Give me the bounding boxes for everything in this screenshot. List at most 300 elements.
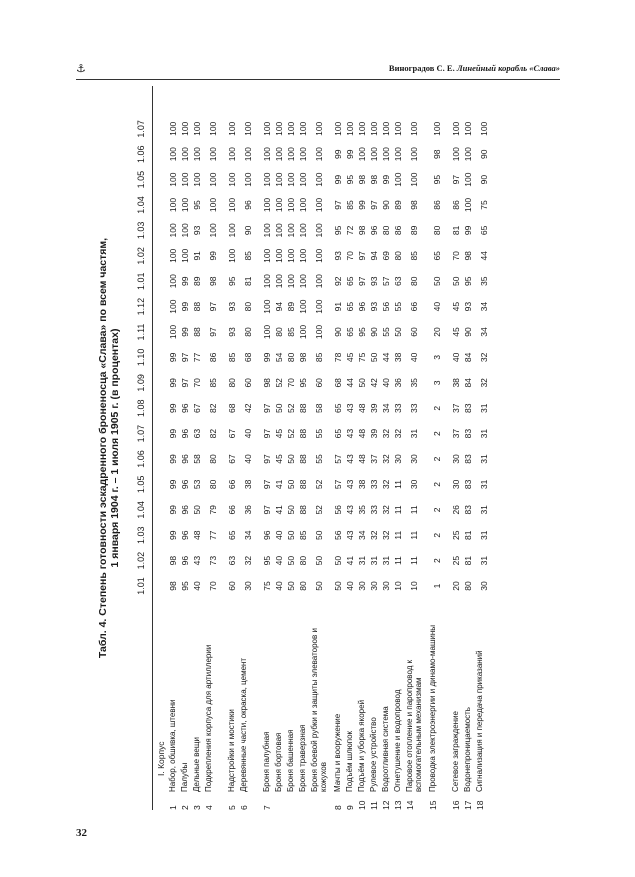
row-number: 12 (381, 800, 391, 810)
row-label: Водоотливная система (381, 706, 390, 792)
table-cell: 97 (357, 251, 367, 261)
table-cell: 30 (357, 581, 367, 591)
table-cell: 96 (180, 555, 190, 566)
row-number: 1 (168, 805, 178, 810)
table-cell: 95 (333, 225, 343, 236)
table-row (273, 86, 285, 810)
table-cell: 45 (274, 454, 284, 464)
row-number: 18 (475, 800, 485, 810)
table-cell: 98 (262, 378, 272, 388)
table-cell: 100 (286, 197, 296, 213)
running-title (389, 63, 560, 73)
table-cell: 96 (262, 530, 272, 540)
header-rule-line (152, 86, 153, 810)
row-label: Огнетушение и водопровод (393, 689, 402, 792)
table-cell: 63 (393, 276, 403, 286)
table-cell: 85 (409, 251, 419, 261)
table-cell: 32 (393, 428, 403, 439)
table-cell: 68 (227, 403, 237, 413)
table-cell: 70 (345, 251, 355, 261)
table-cell: 30 (393, 454, 403, 464)
table-cell: 43 (192, 555, 202, 566)
table-row (179, 86, 191, 810)
table-cell: 75 (479, 200, 489, 210)
table-cell: 100 (393, 121, 403, 136)
table-row (356, 86, 368, 810)
table-cell: 26 (451, 505, 461, 515)
row-label: Деревянные части, окраска, цемент (239, 657, 248, 792)
table-cell: 93 (227, 301, 237, 312)
table-cell: 100 (208, 121, 218, 136)
table-cell: 100 (180, 248, 190, 263)
table-cell: 30 (409, 454, 419, 464)
table-cell: 85 (227, 352, 237, 363)
author-name: Виноградов С. Е. (388, 63, 455, 73)
table-cell: 80 (208, 479, 218, 490)
table-cell: 31 (357, 555, 367, 566)
table-cell: 100 (314, 248, 324, 263)
table-cell: 33 (369, 479, 379, 490)
table-cell: 38 (393, 352, 403, 363)
table-row (462, 86, 474, 810)
table-cell: 94 (369, 251, 379, 261)
row-number: 13 (393, 800, 403, 810)
table-cell: 100 (393, 172, 403, 187)
anchor-icon: ⚓ (76, 62, 86, 75)
table-cell: 32 (381, 428, 391, 439)
table-cell: 45 (451, 301, 461, 312)
table-cell: 45 (345, 352, 355, 363)
table-cell: 97 (451, 174, 461, 185)
table-cell: 50 (393, 327, 403, 337)
table-cell: 31 (381, 555, 391, 566)
table-cell: 98 (168, 555, 178, 566)
row-label: Броня боевой рубки и защиты элеваторов и кожухов (310, 628, 328, 792)
table-cell: 91 (333, 301, 343, 312)
table-cell: 35 (409, 378, 419, 388)
table-cell: 97 (262, 479, 272, 490)
table-cell: 48 (192, 530, 202, 540)
table-cell: 97 (208, 327, 218, 337)
book-title: Линейный корабль «Слава» (456, 63, 560, 73)
table-cell: 50 (314, 530, 324, 540)
table-cell: 10 (409, 581, 419, 591)
table-cell: 50 (357, 378, 367, 388)
table-cell: 97 (180, 352, 190, 363)
table-cell: 31 (479, 505, 489, 515)
table-cell: 100 (262, 324, 272, 340)
table-cell: 96 (243, 200, 253, 210)
row-label: Подъём шлюпок (345, 730, 354, 792)
table-cell: 42 (369, 378, 379, 388)
table-cell: 96 (180, 479, 190, 490)
table-cell: 90 (243, 225, 253, 236)
table-cell: 100 (298, 299, 308, 314)
table-cell: 10 (393, 581, 403, 591)
table-cell: 98 (168, 581, 178, 591)
table-cell: 99 (208, 251, 218, 261)
table-cell: 60 (314, 378, 324, 388)
table-cell: 100 (192, 121, 202, 136)
table-cell: 100 (274, 223, 284, 238)
table-cell: 93 (463, 301, 473, 312)
table-cell: 40 (274, 555, 284, 566)
column-header: 1.04 (136, 501, 146, 519)
table-cell: 48 (357, 428, 367, 439)
table-cell: 31 (479, 555, 489, 566)
table-cell: 100 (298, 324, 308, 340)
table-cell: 68 (243, 352, 253, 363)
table-cell: 94 (274, 301, 284, 312)
table-cell: 80 (393, 251, 403, 261)
table-cell: 40 (451, 352, 461, 363)
table-cell: 96 (180, 454, 190, 464)
table-cell: 97 (262, 505, 272, 515)
column-header: 1.01 (136, 272, 146, 290)
row-label: Рулевое устройство (369, 717, 378, 792)
table-cell: 67 (227, 454, 237, 464)
table-cell: 88 (298, 428, 308, 439)
table-cell: 100 (333, 121, 343, 136)
table-cell: 60 (227, 581, 237, 591)
table-cell: 100 (314, 147, 324, 162)
table-cell: 58 (192, 454, 202, 464)
row-label: Подъём и уборка якорей (357, 699, 366, 792)
table-cell: 100 (369, 121, 379, 136)
table-cell: 34 (243, 530, 253, 540)
table-row (450, 86, 462, 810)
table-cell: 80 (243, 301, 253, 312)
table-cell: 52 (286, 428, 296, 439)
table-cell: 100 (168, 172, 178, 187)
table-cell: 99 (333, 174, 343, 185)
table-cell: 35 (479, 276, 489, 286)
table-cell: 100 (168, 274, 178, 289)
running-header (76, 63, 560, 79)
table-cell: 88 (192, 327, 202, 337)
table-cell: 66 (227, 479, 237, 490)
table-cell: 90 (479, 149, 489, 159)
table-cell: 100 (262, 274, 272, 289)
table-cell: 100 (208, 223, 218, 238)
row-number: 8 (333, 805, 343, 810)
table-cell: 95 (192, 200, 202, 210)
table-cell: 80 (208, 454, 218, 464)
table-cell: 65 (333, 403, 343, 413)
table-cell: 43 (345, 428, 355, 439)
table-cell: 90 (333, 327, 343, 337)
table-cell: 31 (369, 555, 379, 566)
table-cell: 40 (274, 581, 284, 591)
table-cell: 100 (314, 121, 324, 136)
table-cell: 50 (333, 581, 343, 591)
table-cell: 100 (369, 147, 379, 162)
table-cell: 75 (357, 352, 367, 363)
table-cell: 43 (345, 403, 355, 413)
table-cell: 2 (432, 482, 442, 487)
table-cell: 50 (286, 555, 296, 566)
table-cell: 100 (298, 172, 308, 187)
table-cell: 86 (432, 200, 442, 210)
table-cell: 100 (298, 121, 308, 136)
table-cell: 97 (180, 378, 190, 388)
table-cell: 30 (369, 581, 379, 591)
table-cell: 48 (357, 403, 367, 413)
table-cell: 32 (479, 378, 489, 388)
table-cell: 2 (432, 558, 442, 563)
table-cell: 83 (463, 403, 473, 413)
column-header: 1.06 (136, 145, 146, 163)
table-cell: 95 (227, 276, 237, 286)
table-cell: 86 (208, 352, 218, 363)
table-cell: 96 (180, 505, 190, 515)
table-cell: 97 (357, 276, 367, 286)
table-cell: 40 (381, 378, 391, 388)
row-label: Набор, обшивка, штевни (168, 699, 177, 792)
table-cell: 99 (262, 352, 272, 363)
table-cell: 100 (192, 147, 202, 162)
table-cell: 50 (286, 530, 296, 540)
table-cell: 89 (409, 225, 419, 236)
table-cell: 55 (393, 301, 403, 312)
table-cell: 100 (409, 172, 419, 187)
table-cell: 90 (463, 327, 473, 337)
table-cell: 88 (298, 454, 308, 464)
table-cell: 100 (262, 197, 272, 213)
table-cell: 63 (192, 428, 202, 439)
column-header: 1.12 (136, 297, 146, 316)
table-cell: 65 (227, 530, 237, 540)
table-cell: 90 (381, 200, 391, 210)
table-cell: 96 (180, 403, 190, 413)
table-cell: 100 (227, 223, 237, 238)
table-cell: 100 (381, 147, 391, 162)
column-header: 1.11 (136, 323, 146, 341)
column-header: 1.07 (136, 424, 146, 443)
table-cell: 100 (451, 121, 461, 136)
row-number: 5 (227, 805, 237, 810)
table-cell: 100 (314, 197, 324, 213)
table-row (380, 86, 392, 810)
table-cell: 40 (192, 581, 202, 591)
table-cell: 84 (463, 352, 473, 363)
table-cell: 56 (333, 530, 343, 540)
table-cell: 69 (381, 251, 391, 261)
table-cell: 85 (243, 251, 253, 261)
table-row (392, 86, 404, 810)
table-row (261, 86, 273, 810)
table-cell: 50 (314, 555, 324, 566)
table-cell: 50 (274, 403, 284, 413)
table-cell: 100 (463, 121, 473, 136)
table-cell: 77 (192, 352, 202, 363)
row-label: Сигнализация и передача приказаний (475, 650, 484, 792)
table-cell: 95 (298, 378, 308, 388)
table-cell: 80 (286, 352, 296, 363)
row-label: Броня бортовая (274, 732, 283, 792)
table-cell: 100 (479, 121, 489, 136)
table-cell: 100 (180, 121, 190, 136)
table-cell: 81 (463, 555, 473, 566)
table-cell: 97 (208, 301, 218, 312)
table-cell: 40 (409, 352, 419, 363)
table-cell: 97 (333, 200, 343, 210)
table-cell: 50 (286, 479, 296, 490)
table-cell: 100 (314, 172, 324, 187)
table-cell: 100 (227, 121, 237, 136)
table-cell: 100 (409, 147, 419, 162)
table-cell: 100 (345, 121, 355, 136)
table-cell: 66 (409, 301, 419, 312)
table-cell: 11 (409, 505, 419, 515)
table-cell: 100 (298, 147, 308, 162)
row-number: 9 (345, 805, 355, 810)
table-cell: 73 (208, 555, 218, 566)
table-cell: 100 (180, 197, 190, 213)
table-row (203, 86, 222, 810)
table-cell: 50 (333, 555, 343, 566)
table-cell: 50 (451, 276, 461, 286)
table-cell: 99 (168, 454, 178, 464)
table-cell: 99 (463, 225, 473, 236)
table-cell: 32 (381, 530, 391, 540)
table-cell: 81 (463, 530, 473, 540)
table-cell: 81 (243, 276, 253, 286)
table-cell: 100 (243, 121, 253, 136)
table-cell: 100 (451, 147, 461, 162)
column-header: 1.07 (136, 120, 146, 138)
row-label: Броня траверзная (298, 724, 307, 792)
table-cell: 30 (451, 454, 461, 464)
table-row (167, 86, 179, 810)
table-cell: 81 (451, 225, 461, 236)
table-cell: 43 (345, 505, 355, 515)
table-cell: 99 (180, 327, 190, 337)
table-cell: 99 (168, 352, 178, 363)
table-cell: 95 (357, 327, 367, 337)
table-cell: 100 (432, 121, 442, 136)
table-cell: 99 (333, 149, 343, 159)
table-cell: 63 (227, 555, 237, 566)
table-cell: 1 (432, 583, 442, 589)
table-cell: 89 (192, 276, 202, 286)
table-cell: 80 (409, 276, 419, 286)
table-cell: 31 (479, 403, 489, 413)
table-cell: 60 (243, 378, 253, 388)
table-cell: 100 (314, 324, 324, 340)
table-cell: 31 (479, 454, 489, 464)
table-cell: 95 (432, 174, 442, 185)
table-cell: 83 (463, 454, 473, 464)
table-cell: 31 (409, 428, 419, 439)
table-cell: 40 (243, 454, 253, 464)
table-cell: 97 (262, 403, 272, 413)
table-cell: 97 (262, 454, 272, 464)
table-cell: 100 (168, 223, 178, 238)
table-cell: 93 (369, 301, 379, 312)
table-cell: 85 (286, 327, 296, 337)
row-number: 11 (369, 801, 379, 810)
table-cell: 67 (192, 403, 202, 413)
table-cell: 65 (345, 276, 355, 286)
table-cell: 32 (479, 352, 489, 363)
table-cell: 42 (243, 403, 253, 413)
table-cell: 44 (479, 251, 489, 261)
table-cell: 95 (463, 276, 473, 286)
table-cell: 41 (274, 479, 284, 490)
table-cell: 34 (357, 530, 367, 540)
row-label: Дельные вещи (192, 737, 201, 792)
table-cell: 45 (451, 327, 461, 337)
table-cell: 95 (345, 174, 355, 185)
table-cell: 93 (227, 327, 237, 337)
table-cell: 100 (168, 299, 178, 314)
table-cell: 70 (208, 581, 218, 591)
table-cell: 39 (369, 403, 379, 413)
table-cell: 96 (369, 225, 379, 236)
row-label: Подкрепления корпуса для артиллерии (204, 644, 213, 792)
row-label: Водонепроницаемость (463, 707, 472, 792)
table-cell: 52 (314, 505, 324, 515)
table-cell: 90 (479, 174, 489, 185)
table-cell: 100 (227, 172, 237, 187)
table-cell: 95 (180, 581, 190, 591)
table-cell: 34 (381, 403, 391, 413)
table-cell: 35 (357, 505, 367, 515)
row-label: Броня башенная (286, 729, 295, 792)
table-row (404, 86, 423, 810)
column-header: 1.03 (136, 221, 146, 240)
table-cell: 36 (393, 378, 403, 388)
caption-line-2: 1 января 1904 г. – 1 июля 1905 г. (в процентах) (108, 328, 121, 568)
table-cell: 11 (393, 556, 403, 566)
table-cell: 100 (357, 147, 367, 162)
table-cell: 100 (463, 197, 473, 213)
table-cell: 100 (381, 121, 391, 136)
table-cell: 57 (333, 479, 343, 490)
table-cell: 100 (274, 248, 284, 263)
table-cell: 89 (286, 301, 296, 312)
section-row (154, 86, 167, 810)
table-cell: 79 (208, 505, 218, 515)
row-label: Проводка электроэнергии и динамо-машины (428, 624, 437, 792)
column-header: 1.05 (136, 170, 146, 189)
table-cell: 80 (381, 225, 391, 236)
table-cell: 100 (274, 197, 284, 213)
table-cell: 90 (369, 327, 379, 337)
section-title: I. Корпус (156, 741, 166, 776)
table-cell: 45 (274, 428, 284, 439)
table-cell: 99 (180, 301, 190, 312)
table-cell: 85 (345, 200, 355, 210)
table-cell: 93 (333, 251, 343, 261)
table-cell: 30 (243, 581, 253, 591)
table-cell: 93 (369, 276, 379, 286)
table-cell: 99 (168, 428, 178, 439)
table-cell: 100 (243, 147, 253, 162)
table-cell: 100 (168, 324, 178, 340)
table-cell: 30 (451, 479, 461, 490)
table-cell: 98 (409, 200, 419, 210)
table-cell: 100 (463, 147, 473, 162)
table-cell: 40 (274, 530, 284, 540)
table-cell: 52 (314, 479, 324, 490)
table-cell: 80 (243, 327, 253, 337)
table-cell: 20 (451, 581, 461, 591)
table-cell: 55 (314, 454, 324, 464)
row-label: Броня палубная (262, 731, 271, 792)
row-number: 17 (463, 800, 473, 810)
